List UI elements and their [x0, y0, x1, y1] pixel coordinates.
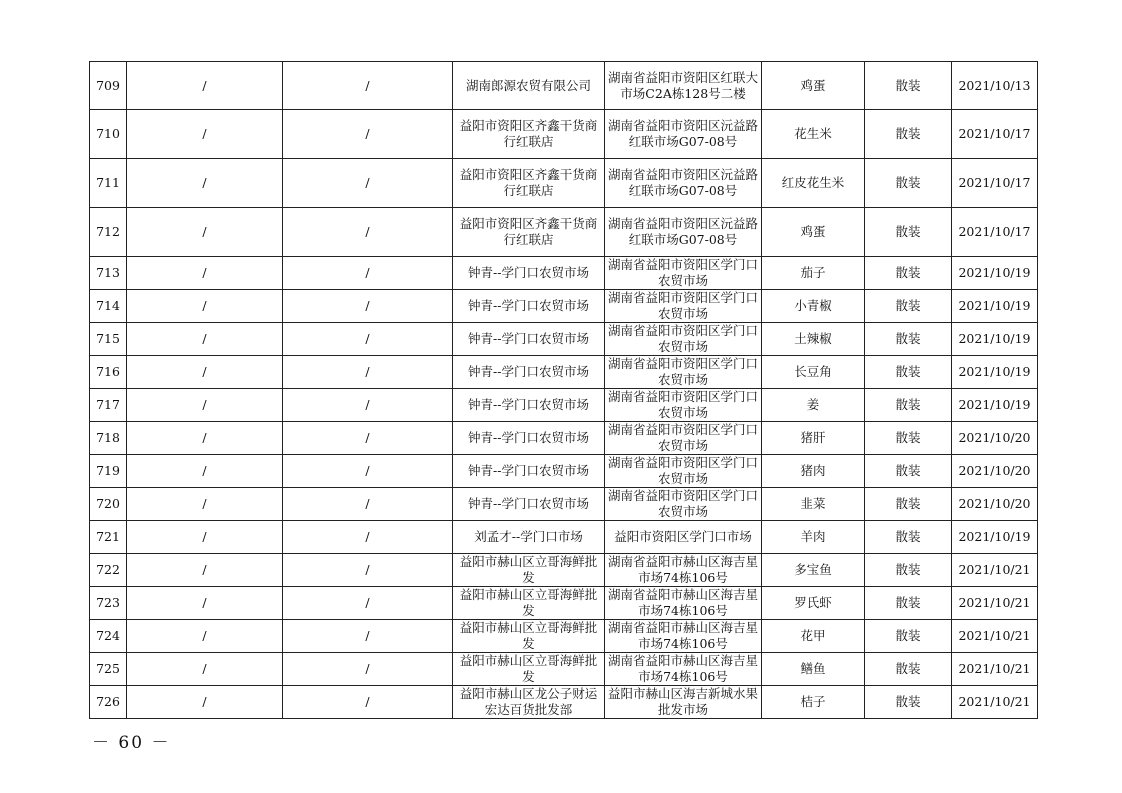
package-type-cell: 散装 [865, 356, 952, 389]
empty-slash-cell-1: / [127, 686, 283, 719]
sampled-unit-cell: 钟青--学门口农贸市场 [453, 488, 605, 521]
table-body [90, 62, 1038, 719]
sampling-date-cell: 2021/10/20 [952, 488, 1038, 521]
sample-number-cell: 721 [90, 521, 127, 554]
sampling-date-cell: 2021/10/17 [952, 110, 1038, 159]
sample-number-cell: 720 [90, 488, 127, 521]
empty-slash-cell-2: / [283, 587, 453, 620]
sample-number-cell: 715 [90, 323, 127, 356]
package-type-cell: 散装 [865, 62, 952, 110]
unit-address-cell: 湖南省益阳市赫山区海吉星市场74栋106号 [605, 620, 762, 653]
empty-slash-cell-1: / [127, 257, 283, 290]
food-name-cell: 韭菜 [762, 488, 865, 521]
package-type-cell: 散装 [865, 653, 952, 686]
empty-slash-cell-1: / [127, 521, 283, 554]
table-row [90, 686, 1038, 719]
unit-address-cell: 湖南省益阳市资阳区学门口农贸市场 [605, 488, 762, 521]
sample-number-cell: 724 [90, 620, 127, 653]
empty-slash-cell-1: / [127, 356, 283, 389]
empty-slash-cell-1: / [127, 554, 283, 587]
sample-number-cell: 714 [90, 290, 127, 323]
sampling-date-cell: 2021/10/19 [952, 356, 1038, 389]
package-type-cell: 散装 [865, 422, 952, 455]
package-type-cell: 散装 [865, 208, 952, 257]
sampling-date-cell: 2021/10/19 [952, 323, 1038, 356]
package-type-cell: 散装 [865, 257, 952, 290]
empty-slash-cell-1: / [127, 488, 283, 521]
sample-number-cell: 716 [90, 356, 127, 389]
empty-slash-cell-2: / [283, 488, 453, 521]
unit-address-cell: 湖南省益阳市资阳区学门口农贸市场 [605, 455, 762, 488]
empty-slash-cell-2: / [283, 422, 453, 455]
empty-slash-cell-1: / [127, 290, 283, 323]
empty-slash-cell-2: / [283, 62, 453, 110]
empty-slash-cell-1: / [127, 653, 283, 686]
food-name-cell: 花甲 [762, 620, 865, 653]
table-row [90, 554, 1038, 587]
table-row [90, 488, 1038, 521]
table-row [90, 521, 1038, 554]
sampled-unit-cell: 益阳市赫山区立哥海鲜批发 [453, 620, 605, 653]
food-name-cell: 姜 [762, 389, 865, 422]
sampled-unit-cell: 益阳市赫山区立哥海鲜批发 [453, 554, 605, 587]
table-row [90, 587, 1038, 620]
food-name-cell: 羊肉 [762, 521, 865, 554]
page-number: － 60 － [92, 733, 171, 753]
sampled-unit-cell: 钟青--学门口农贸市场 [453, 389, 605, 422]
sample-number-cell: 719 [90, 455, 127, 488]
food-name-cell: 罗氏虾 [762, 587, 865, 620]
sampled-unit-cell: 钟青--学门口农贸市场 [453, 323, 605, 356]
unit-address-cell: 湖南省益阳市资阳区沅益路红联市场G07-08号 [605, 110, 762, 159]
unit-address-cell: 湖南省益阳市资阳区学门口农贸市场 [605, 290, 762, 323]
food-name-cell: 桔子 [762, 686, 865, 719]
sampled-unit-cell: 益阳市赫山区立哥海鲜批发 [453, 653, 605, 686]
sampling-date-cell: 2021/10/19 [952, 257, 1038, 290]
package-type-cell: 散装 [865, 389, 952, 422]
unit-address-cell: 湖南省益阳市赫山区海吉星市场74栋106号 [605, 587, 762, 620]
empty-slash-cell-2: / [283, 323, 453, 356]
empty-slash-cell-1: / [127, 389, 283, 422]
table-row [90, 159, 1038, 208]
package-type-cell: 散装 [865, 521, 952, 554]
package-type-cell: 散装 [865, 455, 952, 488]
package-type-cell: 散装 [865, 686, 952, 719]
food-name-cell: 土辣椒 [762, 323, 865, 356]
empty-slash-cell-2: / [283, 521, 453, 554]
empty-slash-cell-2: / [283, 110, 453, 159]
unit-address-cell: 湖南省益阳市资阳区学门口农贸市场 [605, 422, 762, 455]
sampled-unit-cell: 钟青--学门口农贸市场 [453, 422, 605, 455]
sample-number-cell: 709 [90, 62, 127, 110]
sampled-unit-cell: 益阳市赫山区龙公子财运宏达百货批发部 [453, 686, 605, 719]
sampling-date-cell: 2021/10/21 [952, 686, 1038, 719]
table-row [90, 422, 1038, 455]
sampled-unit-cell: 湖南郎源农贸有限公司 [453, 62, 605, 110]
empty-slash-cell-2: / [283, 159, 453, 208]
sampled-unit-cell: 刘孟才--学门口市场 [453, 521, 605, 554]
unit-address-cell: 湖南省益阳市资阳区沅益路红联市场G07-08号 [605, 159, 762, 208]
empty-slash-cell-1: / [127, 620, 283, 653]
empty-slash-cell-1: / [127, 587, 283, 620]
table-row [90, 110, 1038, 159]
sampling-date-cell: 2021/10/19 [952, 290, 1038, 323]
food-name-cell: 鳝鱼 [762, 653, 865, 686]
table-row [90, 653, 1038, 686]
unit-address-cell: 湖南省益阳市资阳区学门口农贸市场 [605, 389, 762, 422]
sample-number-cell: 712 [90, 208, 127, 257]
table-row [90, 257, 1038, 290]
sampling-date-cell: 2021/10/20 [952, 455, 1038, 488]
sampled-unit-cell: 钟青--学门口农贸市场 [453, 455, 605, 488]
package-type-cell: 散装 [865, 159, 952, 208]
empty-slash-cell-2: / [283, 686, 453, 719]
package-type-cell: 散装 [865, 554, 952, 587]
food-name-cell: 小青椒 [762, 290, 865, 323]
empty-slash-cell-1: / [127, 208, 283, 257]
food-name-cell: 鸡蛋 [762, 62, 865, 110]
sampled-unit-cell: 益阳市资阳区齐鑫干货商行红联店 [453, 110, 605, 159]
table-row [90, 389, 1038, 422]
empty-slash-cell-2: / [283, 356, 453, 389]
unit-address-cell: 湖南省益阳市资阳区学门口农贸市场 [605, 257, 762, 290]
sample-number-cell: 717 [90, 389, 127, 422]
unit-address-cell: 益阳市资阳区学门口市场 [605, 521, 762, 554]
sampling-date-cell: 2021/10/17 [952, 159, 1038, 208]
table-row [90, 620, 1038, 653]
table-row [90, 356, 1038, 389]
sample-number-cell: 713 [90, 257, 127, 290]
empty-slash-cell-2: / [283, 389, 453, 422]
sampling-date-cell: 2021/10/13 [952, 62, 1038, 110]
table-row [90, 455, 1038, 488]
sample-number-cell: 723 [90, 587, 127, 620]
table-row [90, 323, 1038, 356]
sampling-table [89, 61, 1038, 719]
sample-number-cell: 725 [90, 653, 127, 686]
sample-number-cell: 718 [90, 422, 127, 455]
food-name-cell: 长豆角 [762, 356, 865, 389]
food-name-cell: 花生米 [762, 110, 865, 159]
empty-slash-cell-1: / [127, 159, 283, 208]
sample-number-cell: 726 [90, 686, 127, 719]
sample-number-cell: 710 [90, 110, 127, 159]
unit-address-cell: 湖南省益阳市资阳区红联大市场C2A栋128号二楼 [605, 62, 762, 110]
food-name-cell: 猪肝 [762, 422, 865, 455]
sampled-unit-cell: 钟青--学门口农贸市场 [453, 290, 605, 323]
empty-slash-cell-2: / [283, 554, 453, 587]
unit-address-cell: 湖南省益阳市资阳区学门口农贸市场 [605, 356, 762, 389]
sample-number-cell: 722 [90, 554, 127, 587]
unit-address-cell: 湖南省益阳市赫山区海吉星市场74栋106号 [605, 653, 762, 686]
unit-address-cell: 湖南省益阳市资阳区学门口农贸市场 [605, 323, 762, 356]
unit-address-cell: 湖南省益阳市赫山区海吉星市场74栋106号 [605, 554, 762, 587]
sampled-unit-cell: 钟青--学门口农贸市场 [453, 257, 605, 290]
empty-slash-cell-2: / [283, 653, 453, 686]
empty-slash-cell-1: / [127, 422, 283, 455]
package-type-cell: 散装 [865, 488, 952, 521]
sampling-date-cell: 2021/10/19 [952, 521, 1038, 554]
empty-slash-cell-1: / [127, 110, 283, 159]
empty-slash-cell-1: / [127, 455, 283, 488]
package-type-cell: 散装 [865, 620, 952, 653]
table-row [90, 62, 1038, 110]
table-row [90, 290, 1038, 323]
food-name-cell: 红皮花生米 [762, 159, 865, 208]
empty-slash-cell-2: / [283, 620, 453, 653]
sampling-date-cell: 2021/10/20 [952, 422, 1038, 455]
package-type-cell: 散装 [865, 323, 952, 356]
unit-address-cell: 益阳市赫山区海吉新城水果批发市场 [605, 686, 762, 719]
sample-number-cell: 711 [90, 159, 127, 208]
sampling-date-cell: 2021/10/21 [952, 653, 1038, 686]
package-type-cell: 散装 [865, 587, 952, 620]
sampling-date-cell: 2021/10/21 [952, 620, 1038, 653]
package-type-cell: 散装 [865, 290, 952, 323]
package-type-cell: 散装 [865, 110, 952, 159]
sampling-date-cell: 2021/10/21 [952, 587, 1038, 620]
sampling-date-cell: 2021/10/19 [952, 389, 1038, 422]
empty-slash-cell-2: / [283, 257, 453, 290]
empty-slash-cell-1: / [127, 62, 283, 110]
sampling-table-container [89, 61, 1037, 719]
food-name-cell: 猪肉 [762, 455, 865, 488]
empty-slash-cell-2: / [283, 455, 453, 488]
empty-slash-cell-2: / [283, 290, 453, 323]
sampling-date-cell: 2021/10/17 [952, 208, 1038, 257]
sampled-unit-cell: 益阳市资阳区齐鑫干货商行红联店 [453, 159, 605, 208]
sampled-unit-cell: 益阳市赫山区立哥海鲜批发 [453, 587, 605, 620]
sampling-date-cell: 2021/10/21 [952, 554, 1038, 587]
food-name-cell: 茄子 [762, 257, 865, 290]
food-name-cell: 鸡蛋 [762, 208, 865, 257]
sampled-unit-cell: 钟青--学门口农贸市场 [453, 356, 605, 389]
unit-address-cell: 湖南省益阳市资阳区沅益路红联市场G07-08号 [605, 208, 762, 257]
sampled-unit-cell: 益阳市资阳区齐鑫干货商行红联店 [453, 208, 605, 257]
empty-slash-cell-2: / [283, 208, 453, 257]
empty-slash-cell-1: / [127, 323, 283, 356]
food-name-cell: 多宝鱼 [762, 554, 865, 587]
table-row [90, 208, 1038, 257]
